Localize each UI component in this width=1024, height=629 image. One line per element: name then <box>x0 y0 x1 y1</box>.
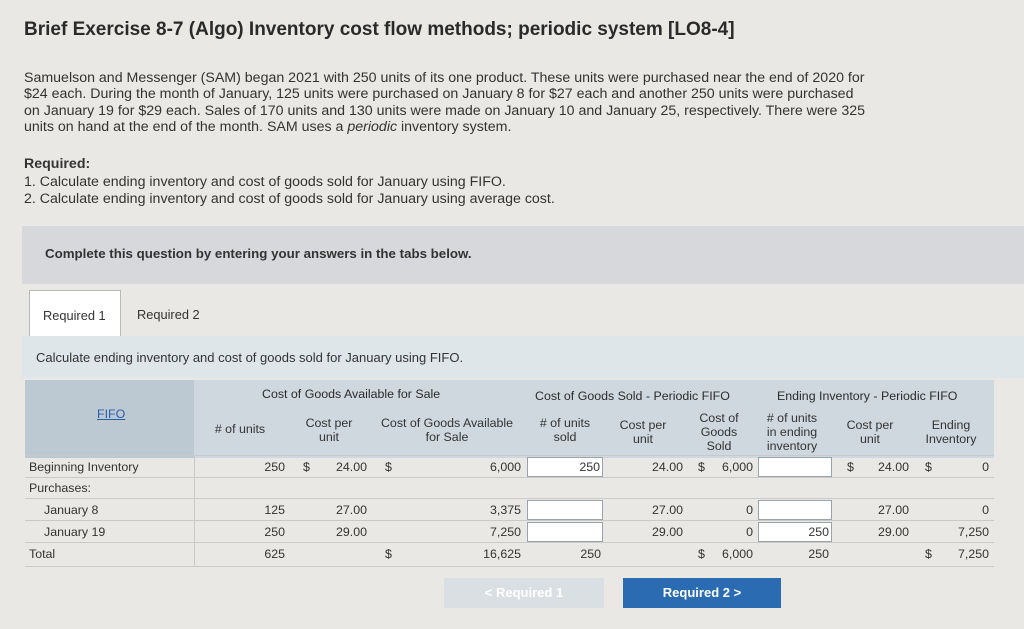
jan19-units-sold-input[interactable] <box>527 522 603 542</box>
input-value: 250 <box>579 460 600 474</box>
col-header-units-sold <box>530 416 600 444</box>
currency-symbol: $ <box>303 460 310 474</box>
row-divider <box>25 498 994 499</box>
row-divider <box>25 455 994 456</box>
jan8-ending-units-input[interactable] <box>758 500 832 520</box>
sub-instruction: Calculate ending inventory and cost of goods sold for January using FIFO. <box>36 350 464 365</box>
group-header-sold: Cost of Goods Sold - Periodic FIFO <box>535 389 730 403</box>
row-label-jan19: January 19 <box>44 525 106 539</box>
total-ending-inventory: 7,250 <box>957 547 989 561</box>
intro-line: on January 19 for $29 each. Sales of 170 units and 130 units were made on January 10 and January 25, respectively. There were 325 <box>24 102 866 119</box>
header-line: unit <box>860 432 880 446</box>
prev-required-1-button[interactable]: < Required 1 <box>444 578 604 608</box>
intro-emphasis: periodic <box>347 118 398 135</box>
row-label-beginning: Beginning Inventory <box>29 460 139 474</box>
group-header-available: Cost of Goods Available for Sale <box>262 387 441 401</box>
jan19-ending-inventory: 7,250 <box>957 525 989 539</box>
beginning-units: 250 <box>264 460 285 474</box>
col-header-cogs <box>687 411 751 453</box>
header-line: Cost of <box>699 411 739 425</box>
currency-symbol: $ <box>385 460 392 474</box>
jan8-cogs: 0 <box>746 503 753 517</box>
jan19-cpu: 29.00 <box>335 525 367 539</box>
currency-symbol: $ <box>847 460 854 474</box>
jan19-ending-units-input[interactable] <box>758 522 832 542</box>
intro-text: inventory system. <box>397 118 512 135</box>
required-item-2: 2. Calculate ending inventory and cost of goods sold for January using average cost. <box>24 191 555 207</box>
total-cga: 16,625 <box>483 547 521 561</box>
intro-line: Samuelson and Messenger (SAM) began 2021 with 250 units of its one product. These units were purchased near the end of 2020 for <box>24 70 865 86</box>
beginning-cpu: 24.00 <box>335 460 367 474</box>
header-line: inventory <box>766 439 818 453</box>
next-required-2-button[interactable]: Required 2 > <box>623 578 781 608</box>
header-line: sold <box>553 430 577 444</box>
col-header-ending-units <box>758 411 826 453</box>
row-divider <box>25 520 994 521</box>
total-ending-units: 250 <box>808 547 829 561</box>
page-title: Brief Exercise 8-7 (Algo) Inventory cost flow methods; periodic system [LO8-4] <box>24 19 735 40</box>
tab-required-2[interactable]: Required 2 <box>124 290 216 336</box>
col-header-cost-per-unit-3 <box>836 418 904 446</box>
tab-required-1[interactable]: Required 1 <box>29 290 121 336</box>
jan19-cpu3: 29.00 <box>877 525 909 539</box>
row-label-jan8: January 8 <box>44 503 99 517</box>
header-line: unit <box>319 430 339 444</box>
currency-symbol: $ <box>385 547 392 561</box>
fifo-link[interactable]: FIFO <box>97 407 126 421</box>
required-item-1: 1. Calculate ending inventory and cost of goods sold for January using FIFO. <box>24 173 506 190</box>
header-line: Ending <box>931 418 971 432</box>
beginning-cpu2: 24.00 <box>651 460 683 474</box>
beginning-cpu3: 24.00 <box>877 460 909 474</box>
jan19-cpu2: 29.00 <box>651 525 683 539</box>
header-line: Cost per <box>305 416 353 430</box>
currency-symbol: $ <box>698 547 705 561</box>
col-header-ending-inventory <box>915 418 987 446</box>
header-line: Sold <box>706 439 732 453</box>
header-line: unit <box>633 432 653 446</box>
header-line: # of units <box>539 416 591 430</box>
group-header-ending: Ending Inventory - Periodic FIFO <box>777 389 958 403</box>
row-divider <box>25 566 994 567</box>
header-line: for Sale <box>425 430 469 444</box>
header-line: # of units <box>766 411 818 425</box>
jan8-ending-inventory: 0 <box>982 503 989 517</box>
jan8-units-sold-input[interactable] <box>527 500 603 520</box>
jan19-cga: 7,250 <box>489 525 521 539</box>
row-label-purchases: Purchases: <box>29 481 91 495</box>
beginning-cogs: 6,000 <box>721 460 753 474</box>
input-value: 250 <box>808 525 829 539</box>
beginning-ending-units-input[interactable] <box>758 457 832 477</box>
jan19-cogs: 0 <box>746 525 753 539</box>
jan8-cpu: 27.00 <box>335 503 367 517</box>
row-label-total: Total <box>29 547 56 561</box>
instruction-text: Complete this question by entering your answers in the tabs below. <box>45 246 472 261</box>
currency-symbol: $ <box>925 547 932 561</box>
header-line: Cost of Goods Available <box>380 416 514 430</box>
jan19-units: 250 <box>264 525 285 539</box>
fifo-table <box>25 380 994 568</box>
problem-intro <box>24 70 954 135</box>
jan8-units: 125 <box>264 503 285 517</box>
header-line: Cost per <box>619 418 667 432</box>
header-line: Inventory <box>925 432 977 446</box>
header-line: Goods <box>700 425 738 439</box>
jan8-cpu3: 27.00 <box>877 503 909 517</box>
required-heading: Required: <box>24 156 91 172</box>
total-units-sold: 250 <box>580 547 601 561</box>
beginning-cga: 6,000 <box>489 460 521 474</box>
beginning-ending-inventory: 0 <box>982 460 989 474</box>
required-section <box>24 156 555 209</box>
col-divider <box>194 455 195 566</box>
intro-line <box>24 119 954 135</box>
header-line: in ending <box>766 425 818 439</box>
col-header-units: # of units <box>214 422 266 436</box>
beginning-units-sold-input[interactable] <box>527 457 603 477</box>
total-units: 625 <box>264 547 285 561</box>
intro-line: $24 each. During the month of January, 125 units were purchased on January 8 for $27 each and another 250 units were purchased <box>24 86 854 103</box>
col-header-cost-per-unit <box>293 416 365 444</box>
intro-text: units on hand at the end of the month. SAM uses a <box>24 118 348 135</box>
jan8-cpu2: 27.00 <box>651 503 683 517</box>
jan8-cga: 3,375 <box>489 503 521 517</box>
header-line: Cost per <box>846 418 894 432</box>
total-cogs: 6,000 <box>721 547 753 561</box>
currency-symbol: $ <box>698 460 705 474</box>
col-header-cost-per-unit-2 <box>609 418 677 446</box>
row-divider <box>25 477 994 478</box>
row-divider <box>25 542 994 543</box>
currency-symbol: $ <box>925 460 932 474</box>
col-header-cga <box>371 416 523 444</box>
